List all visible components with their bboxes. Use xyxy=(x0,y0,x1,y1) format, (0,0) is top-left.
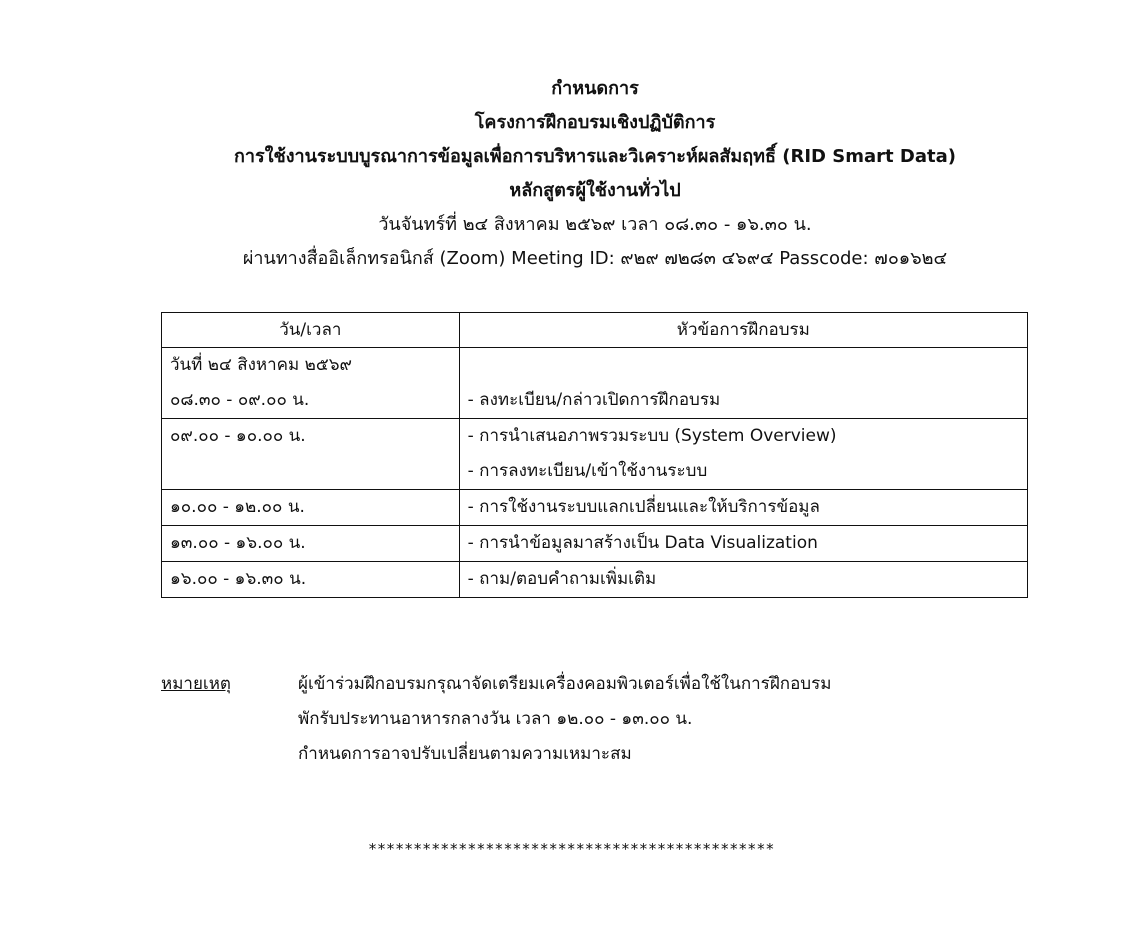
topic-line: - ถาม/ตอบคำถามเพิ่มเติม xyxy=(467,569,657,589)
time-cell xyxy=(162,348,460,419)
time-cell xyxy=(162,562,460,598)
table-row xyxy=(162,419,1028,490)
topic-line: - การนำข้อมูลมาสร้างเป็น Data Visualization xyxy=(467,533,818,553)
table-row xyxy=(162,562,1028,598)
document-title: กำหนดการ xyxy=(551,78,639,99)
time-line: ๐๙.๐๐ - ๑๐.๐๐ น. xyxy=(170,426,306,446)
schedule-header-row xyxy=(162,313,1028,348)
course-name: หลักสูตรผู้ใช้งานทั่วไป xyxy=(509,180,681,201)
table-row xyxy=(162,490,1028,526)
time-line: วันที่ ๒๔ สิงหาคม ๒๕๖๙ xyxy=(170,355,352,375)
topic-cell xyxy=(459,526,1027,562)
header-topic: หัวข้อการฝึกอบรม xyxy=(459,313,1027,348)
topic-line xyxy=(468,348,1019,383)
topic-line: - การลงทะเบียน/เข้าใช้งานระบบ xyxy=(467,461,708,481)
time-line: ๐๘.๓๐ - ๐๙.๐๐ น. xyxy=(170,390,310,410)
notes-list xyxy=(298,667,831,772)
project-name: โครงการฝึกอบรมเชิงปฏิบัติการ xyxy=(474,112,716,133)
meeting-info: ผ่านทางสื่ออิเล็กทรอนิกส์ (Zoom) Meeting ID: ๙๒๙ ๗๒๘๓ ๔๖๙๔ Passcode: ๗๐๑๖๒๔ xyxy=(242,248,948,269)
note-item: พักรับประทานอาหารกลางวัน เวลา ๑๒.๐๐ - ๑๓.๐๐ น. xyxy=(298,709,693,729)
time-line: ๑๖.๐๐ - ๑๖.๓๐ น. xyxy=(170,569,307,589)
topic-line: - การใช้งานระบบแลกเปลี่ยนและให้บริการข้อมูล xyxy=(467,497,820,517)
topic-cell xyxy=(459,490,1027,526)
time-cell xyxy=(162,490,460,526)
schedule-table xyxy=(161,312,1028,598)
note-item: ผู้เข้าร่วมฝึกอบรมกรุณาจัดเตรียมเครื่องคอมพิวเตอร์เพื่อใช้ในการฝึกอบรม xyxy=(298,674,832,694)
footer-divider-stars: ********************************************* xyxy=(368,840,775,858)
topic-cell xyxy=(459,348,1027,419)
time-cell xyxy=(162,419,460,490)
event-date-time: วันจันทร์ที่ ๒๔ สิงหาคม ๒๕๖๙ เวลา ๐๘.๓๐ - ๑๖.๓๐ น. xyxy=(378,214,812,235)
project-subject: การใช้งานระบบบูรณาการข้อมูลเพื่อการบริหารและวิเคราะห์ผลสัมฤทธิ์ (RID Smart Data) xyxy=(234,146,956,167)
topic-line: - การนำเสนอภาพรวมระบบ (System Overview) xyxy=(467,426,837,446)
header-date-time: วัน/เวลา xyxy=(162,313,460,348)
topic-line: - ลงทะเบียน/กล่าวเปิดการฝึกอบรม xyxy=(467,390,721,410)
document-header xyxy=(0,72,1135,276)
table-row xyxy=(162,348,1028,419)
topic-cell xyxy=(459,419,1027,490)
time-line xyxy=(170,454,451,489)
time-cell xyxy=(162,526,460,562)
notes-label: หมายเหตุ xyxy=(161,674,231,694)
note-item: กำหนดการอาจปรับเปลี่ยนตามความเหมาะสม xyxy=(298,744,632,764)
time-line: ๑๐.๐๐ - ๑๒.๐๐ น. xyxy=(170,497,305,517)
topic-cell xyxy=(459,562,1027,598)
time-line: ๑๓.๐๐ - ๑๖.๐๐ น. xyxy=(170,533,306,553)
table-row xyxy=(162,526,1028,562)
